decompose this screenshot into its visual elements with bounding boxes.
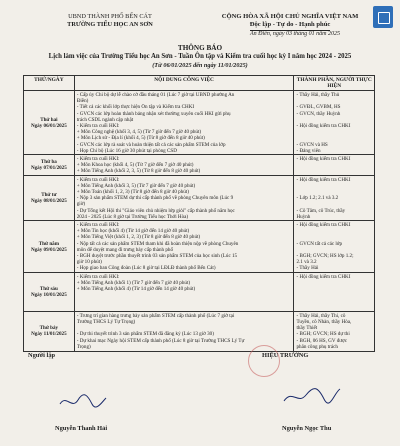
participant-line: - GVCN và HS [296,141,328,148]
content-line: + Môn Tin học (khối 4) (Từ 14 giờ đến 14 giờ 40 phút) [76,228,190,235]
participant-line: - Hội đồng kiểm tra CHKI [296,122,351,129]
table-row [24,221,375,273]
content-line: - Kiểm tra cuối HKI: [76,273,120,280]
participant-line: - GVCN, thầy Huỳnh [296,110,341,117]
participant-line: - Đảng viên [296,147,321,154]
content-line: + Môn Tiếng Anh (khối 2, 3, 5) (Từ 8 giờ đến 8 giờ 40 phút) [76,168,201,175]
day-cell [24,273,75,312]
content-cell [74,273,294,312]
notice-period: (Từ 06/01/2025 đến ngày 11/01/2025) [152,62,248,69]
content-line: - GVCN các lớp rà soát và hoàn thiện tất cả các sản phẩm STEM của lớp [76,141,226,148]
content-line: giờ) [76,201,86,208]
content-line: + Môn Công nghệ (khối 3, 4, 5) (Từ 7 giờ đến 7 giờ 40 phút) [76,129,202,136]
table-row [24,273,375,312]
content-line: + Môn Tiếng Anh (khối 4) (Từ 14 giờ đến 14 giờ 40 phút) [76,286,196,292]
school-header [30,13,190,29]
participant-line: - BGH; GVCN; HS lớp 1.2; [296,252,354,259]
content-line [77,305,292,311]
participant-line: - GVCN tất cả các lớp [296,240,343,247]
day-cell [24,155,75,176]
participant-line: - Thầy Hải, thầy Thủ [296,91,340,98]
participant-line: - Hội đồng kiểm tra CHKI [296,273,351,280]
participant-line: phân công phụ trách [296,343,338,350]
day-label: Thứ tư [41,192,57,199]
table-row [24,91,375,155]
district-name: UBND THÀNH PHỐ BẾN CÁT [68,13,152,20]
column-header: THÀNH PHẦN, NGƯỜI THỰC HIỆN [294,76,375,91]
content-line: - Cấp ủy Chi bộ dự lễ chào cờ đầu tháng 01 (Lúc 7 giờ tại UBND phường An [76,91,235,98]
principal-signature-icon [282,385,342,407]
participant-line: - BGH; GVCN; HS dự thi [296,331,350,338]
content-line: + Môn Tiếng Anh (khối 3, 5) (Từ 7 giờ đến 7 giờ 40 phút) [76,182,196,189]
content-cell [74,91,294,155]
official-stamp-icon [248,345,280,377]
day-label: Ngày 11/01/2025 [31,331,67,338]
participants-cell [294,155,375,176]
participant-line: thầy Thiết [296,325,318,332]
participant-line: - Lớp 1.2; 2.1 và 3.2 [296,195,339,202]
motto-line: Độc lập - Tự do - Hạnh phúc [250,21,331,31]
content-line: - Kiểm tra cuối HKI: [76,221,120,228]
participant-line: - Thầy Hải [296,265,319,272]
content-line: môn để duyệt mang đi trưng bày cấp thành phố [76,246,174,253]
participant-line: - Thầy Hải, thầy Thi, cô [296,312,346,319]
participant-line: - Hội đồng kiểm tra CHKI [296,176,351,183]
day-cell [24,221,75,273]
participant-line: Tuyền, cô Nhàn, thầy Hòa, [296,319,352,326]
content-cell [74,221,294,273]
table-row [24,176,375,221]
day-label: Ngày 08/01/2025 [30,198,67,205]
content-line: - Họp Chi bộ (Lúc 16 giờ 30 phút tại phòng CSD [76,147,177,154]
content-line: + Môn Khoa học (khối 4, 5) (Từ 7 giờ đến 7 giờ 40 phút) [76,162,194,169]
content-line: giờ 10 phút) [76,259,102,266]
day-label: Thứ ba [40,159,57,166]
content-line: - Dự Tổng kết Hội thi "Giáo viên chủ nhiệm lớp giỏi" cấp thành phố năm học [76,207,235,214]
participant-line: 2.1 và 3.2 [296,259,317,266]
day-cell [24,176,75,221]
notice-subtitle: Lịch làm việc của Trường Tiểu học An Sơn - Tuần Ôn tập và Kiểm tra cuối học kỳ I năm học 2024 - 2025 [48,53,352,60]
day-cell [24,312,75,351]
content-line: - Tiết cả các khối lớp thực hiện Ôn tập và Kiểm tra CHKI [76,104,195,111]
qr-badge-icon [373,6,393,28]
content-line: + Môn Toán (khối 1, 2, 3) (Từ 8 giờ đến 8 giờ 40 phút) [76,188,189,195]
day-label: Ngày 07/01/2025 [30,165,67,172]
day-label: Thứ bảy [39,325,59,332]
content-line: Trọng) [76,343,91,350]
content-line: - Họp giao ban Công đoàn (Lúc 8 giờ tại LĐLĐ thành phố Bến Cát) [76,265,216,272]
participants-cell [294,312,375,351]
principal-name: Nguyễn Ngọc Thu [282,425,332,432]
preparer-signature-icon [58,392,108,410]
content-line: - Trưng trí gian hàng trưng bày sản phẩm STEM cấp thành phố (Lúc 7 giờ tại [76,312,235,319]
day-label: Ngày 10/01/2025 [30,292,67,299]
school-name: TRƯỜNG TIỂU HỌC AN SƠN [67,21,153,28]
preparer-role: Người lập [28,352,56,359]
participant-line: - Hội đồng kiểm tra CHKI [296,221,351,228]
content-line: - BGH duyệt trước phần thuyết trình 03 sản phẩm STEM của học sinh (Lúc 15 [76,252,238,259]
participants-cell [294,91,375,155]
content-line: - Nộp 3 sản phẩm STEM dự thi cấp thành phố về phòng Chuyên môn (Lúc 9 [76,195,234,202]
content-cell [74,176,294,221]
notice-title: THÔNG BÁO [177,44,223,52]
principal-role: HIỆU TRƯỞNG [262,352,309,359]
content-line: - Kiểm tra cuối HKI: [76,155,120,162]
day-label: Thứ hai [40,116,58,123]
day-cell [24,91,75,155]
participant-line: Huỳnh [296,213,311,220]
content-line: - Nộp tất cả các sản phẩm STEM tham khi đã hoàn thiện nộp về phòng Chuyên [76,240,239,247]
day-label: Ngày 06/01/2025 [30,122,67,129]
column-header: THỨ/NGÀY [24,76,75,91]
content-line: 2024 - 2025 (Lúc 8 giờ tại Trường Tiểu học Thới Hòa) [76,213,189,220]
participants-cell [294,176,375,221]
preparer-name: Nguyễn Thanh Hải [55,425,108,432]
table-header-row [24,76,375,91]
content-line: - Dự khai mạc Ngày hội STEM cấp thành phố (Lúc 8 giờ tại Trường THCS Lý Tự [76,337,245,344]
issue-date: An Điền, ngày 03 tháng 01 năm 2025 [250,31,340,37]
participants-cell [294,221,375,273]
content-cell [74,155,294,176]
content-line: - Kiểm tra cuối HKI: [76,176,120,183]
participants-cell [294,273,375,312]
content-line: Điền) [76,98,89,105]
table-row [24,155,375,176]
content-line: Trường THCS Lý Tự Trọng) [76,319,136,326]
content-line: + Môn Lịch sử - Địa lí (khối 4, 5) (Từ 8 giờ đến 8 giờ 40 phút) [76,135,205,142]
content-line: - Kiểm tra cuối HKI: [76,122,120,129]
participant-line: - Cô Tâm, cô Trúc, thầy [296,207,346,214]
day-label: Thứ sáu [39,286,58,292]
country-name: CỘNG HÒA XÃ HỘI CHỦ NGHĨA VIỆT NAM [221,13,359,20]
schedule-table [23,75,375,352]
content-line: trách CSDL ngành cập nhật [76,116,134,123]
column-header: NỘI DUNG CÔNG VIỆC [74,76,294,91]
content-line: + Môn Tiếng Anh (khối 1) (Từ 7 giờ đến 7 giờ 40 phút) [76,279,191,286]
participant-line: - GVĐL, GVBM, HS [296,104,341,111]
content-line: - Dự thi thuyết trình 3 sản phẩm STEM đã đăng ký (Lúc 13 giờ 30) [76,331,214,338]
content-line: + Môn Tiếng Việt (khối 1, 2, 3) (Từ 8 giờ đến 8 giờ 40 phút) [76,234,201,241]
participant-line: - Hội đồng kiểm tra CHKI [296,155,351,162]
day-label: Thứ năm [38,240,59,247]
national-motto [205,13,375,31]
day-label: Ngày 09/01/2025 [30,246,67,253]
content-line: - GVCN các lớp hoàn thành bảng nhận xét thường xuyên cuối HKI gửi phụ [76,110,231,117]
table-row [24,312,375,351]
participant-line: - BGH, 06 HS, GV được [296,337,347,344]
